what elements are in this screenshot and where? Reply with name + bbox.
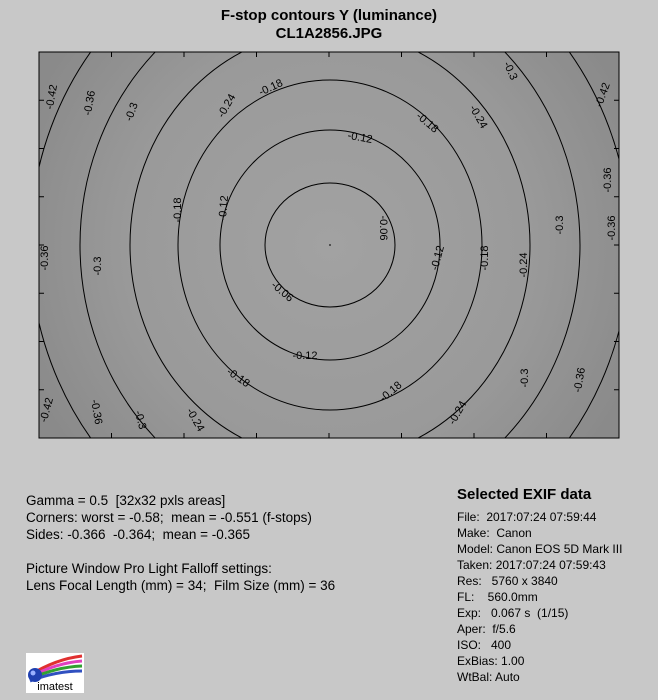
exif-row: File: 2017:07:24 07:59:44: [457, 510, 597, 524]
contour-label: -0.3: [123, 101, 141, 123]
stats-corners: Corners: worst = -0.58; mean = -0.551 (f-stops): [26, 510, 312, 525]
contour-label: -0.36: [571, 366, 588, 394]
exif-row: WtBal: Auto: [457, 670, 520, 684]
exif-panel: [457, 487, 622, 685]
stats-panel: [26, 492, 335, 594]
exif-row: Exp: 0.067 s (1/15): [457, 606, 569, 620]
contour-label: -0.3: [518, 368, 531, 388]
stats-sides: Sides: -0.366 -0.364; mean = -0.365: [26, 527, 251, 542]
contour-label: -0.42: [37, 396, 56, 424]
contour-label: -0.06: [377, 215, 390, 241]
chart-subtitle: CL1A2856.JPG: [275, 25, 383, 42]
contour-label: -0.24: [466, 103, 490, 131]
stats-gamma: Gamma = 0.5 [32x32 pxls areas]: [26, 493, 226, 508]
contour-label: -0.18: [257, 77, 285, 99]
exif-row: Aper: f/5.6: [457, 622, 516, 636]
exif-row: ExBias: 1.00: [457, 654, 525, 668]
contour-label: -0.36: [605, 215, 618, 241]
contour-label: -0.18: [377, 379, 405, 405]
svg-text:imatest: imatest: [37, 681, 73, 693]
exif-row: Res: 5760 x 3840: [457, 574, 558, 588]
contour-label: -0.12: [428, 244, 447, 272]
contour-label: -0.18: [171, 197, 184, 223]
exif-row: Model: Canon EOS 5D Mark III: [457, 542, 623, 556]
contour-label: -0.3: [91, 256, 104, 276]
contour-label: -0.24: [517, 252, 530, 278]
contour-label: -0.3: [131, 409, 149, 431]
contour-label: -0.12: [216, 194, 231, 222]
contour-label: -0.36: [38, 245, 51, 271]
contour-label: -0.24: [215, 92, 239, 120]
contour-label: -0.36: [601, 167, 614, 193]
exif-title: Selected EXIF data: [457, 486, 592, 503]
contour-label: -0.18: [224, 365, 252, 391]
chart-title: F-stop contours Y (luminance): [220, 7, 438, 24]
contour-label: -0.42: [592, 81, 613, 109]
contour-label: -0.42: [43, 83, 60, 111]
contour-label: -0.24: [183, 406, 207, 434]
contour-label: -0.12: [292, 349, 318, 362]
contour-label: -0.18: [413, 110, 441, 136]
exif-row: Taken: 2017:07:24 07:59:43: [457, 558, 606, 572]
exif-row: ISO: 400: [457, 638, 512, 652]
exif-row: Make: Canon: [457, 526, 532, 540]
contour-label: -0.12: [346, 129, 374, 146]
stats-pwp-settings: Lens Focal Length (mm) = 34; Film Size (mm) = 36: [26, 578, 336, 593]
contour-label: -0.18: [478, 245, 491, 271]
exif-row: FL: 560.0mm: [457, 590, 538, 604]
stats-pwp-heading: Picture Window Pro Light Falloff settings:: [26, 561, 272, 576]
contour-label: -0.3: [553, 215, 566, 235]
contour-label: -0.36: [81, 89, 98, 117]
contour-label: -0.06: [268, 279, 296, 305]
imatest-logo: [26, 653, 84, 693]
contour-label: -0.3: [500, 59, 520, 83]
contour-label: -0.36: [88, 398, 105, 426]
contour-label: -0.24: [446, 399, 470, 427]
